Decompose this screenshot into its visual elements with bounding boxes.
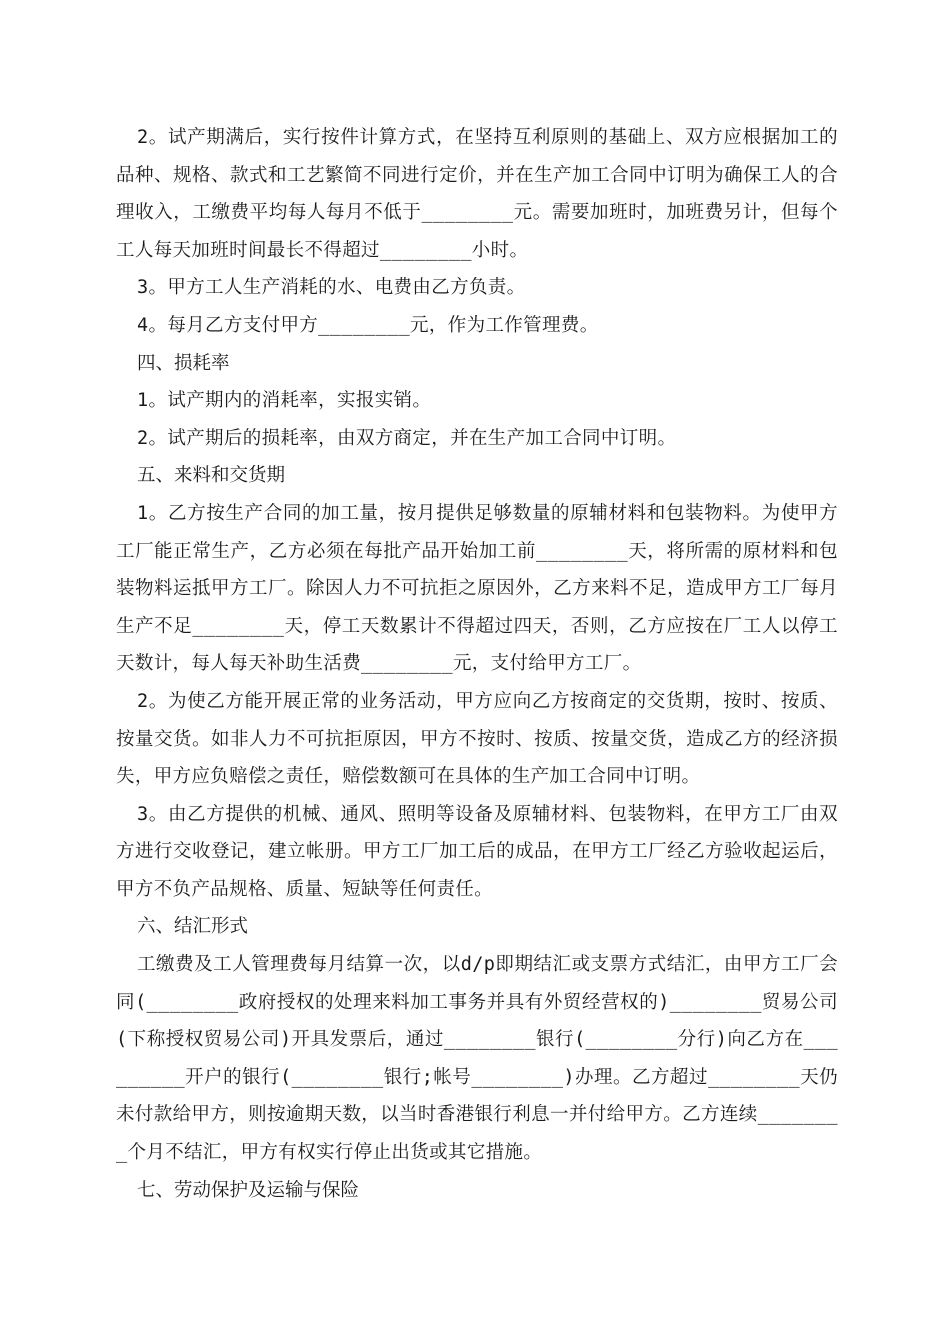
clause-5-2-delivery-period: 2。为使乙方能开展正常的业务活动，甲方应向乙方按商定的交货期，按时、按质、按量交货。如非人力不可抗拒原因，甲方不按时、按质、按量交货，造成乙方的经济损失，甲方应负赔偿之责任，赔偿数额可在具体的生产加工合同中订明。 bbox=[116, 690, 838, 788]
document-page bbox=[116, 119, 838, 1209]
clause-4-2-post-trial-loss: 2。试产期后的损耗率，由双方商定，并在生产加工合同中订明。 bbox=[137, 427, 677, 449]
section-heading-loss-rate: 四、损耗率 bbox=[137, 352, 230, 374]
clause-4-1-trial-consumption: 1。试产期内的消耗率，实报实销。 bbox=[137, 390, 432, 412]
section-heading-labor-protection: 七、劳动保护及运输与保险 bbox=[137, 1179, 360, 1201]
clause-3-3-utilities: 3。甲方工人生产消耗的水、电费由乙方负责。 bbox=[137, 277, 526, 299]
section-heading-settlement: 六、结汇形式 bbox=[137, 916, 249, 938]
clause-5-3-equipment-handover: 3。由乙方提供的机械、通风、照明等设备及原辅材料、包装物料，在甲方工厂由双方进行交收登记，建立帐册。甲方工厂加工后的成品，在甲方工厂经乙方验收起运后，甲方不负产品规格、质量、短缺等任何责任。 bbox=[116, 803, 838, 900]
section-heading-materials-delivery: 五、来料和交货期 bbox=[137, 465, 286, 487]
clause-3-2-piece-rate: 2。试产期满后，实行按件计算方式，在坚持互利原则的基础上、双方应根据加工的品种、规格、款式和工艺繁简不同进行定价，并在生产加工合同中订明为确保工人的合理收入，工缴费平均每人每月不低于________元。需要加班时，加班费另计，但每个工人每天加班时间最长不得超过________小时。 bbox=[116, 127, 838, 261]
clause-3-4-management-fee: 4。每月乙方支付甲方________元，作为工作管理费。 bbox=[137, 314, 599, 336]
clause-6-settlement-terms: 工缴费及工人管理费每月结算一次，以d/p即期结汇或支票方式结汇，由甲方工厂会同(________政府授权的处理来料加工事务并具有外贸经营权的)________贸易公司(下称授权贸易公司)开具发票后，通过________银行(________分行)向乙方在_________开户的银行(________银行;帐号________)办理。乙方超过________天仍未付款给甲方，则按逾期天数，以当时香港银行利息一并付给甲方。乙方连续________个月不结汇，甲方有权实行停止出货或其它措施。 bbox=[116, 954, 838, 1164]
clause-5-1-material-supply: 1。乙方按生产合同的加工量，按月提供足够数量的原辅材料和包装物料。为使甲方工厂能正常生产，乙方必须在每批产品开始加工前________天，将所需的原材料和包装物料运抵甲方工厂。除因人力不可抗拒之原因外，乙方来料不足，造成甲方工厂每月生产不足________天，停工天数累计不得超过四天，否则，乙方应按在厂工人以停工天数计，每人每天补助生活费________元，支付给甲方工厂。 bbox=[116, 502, 838, 675]
